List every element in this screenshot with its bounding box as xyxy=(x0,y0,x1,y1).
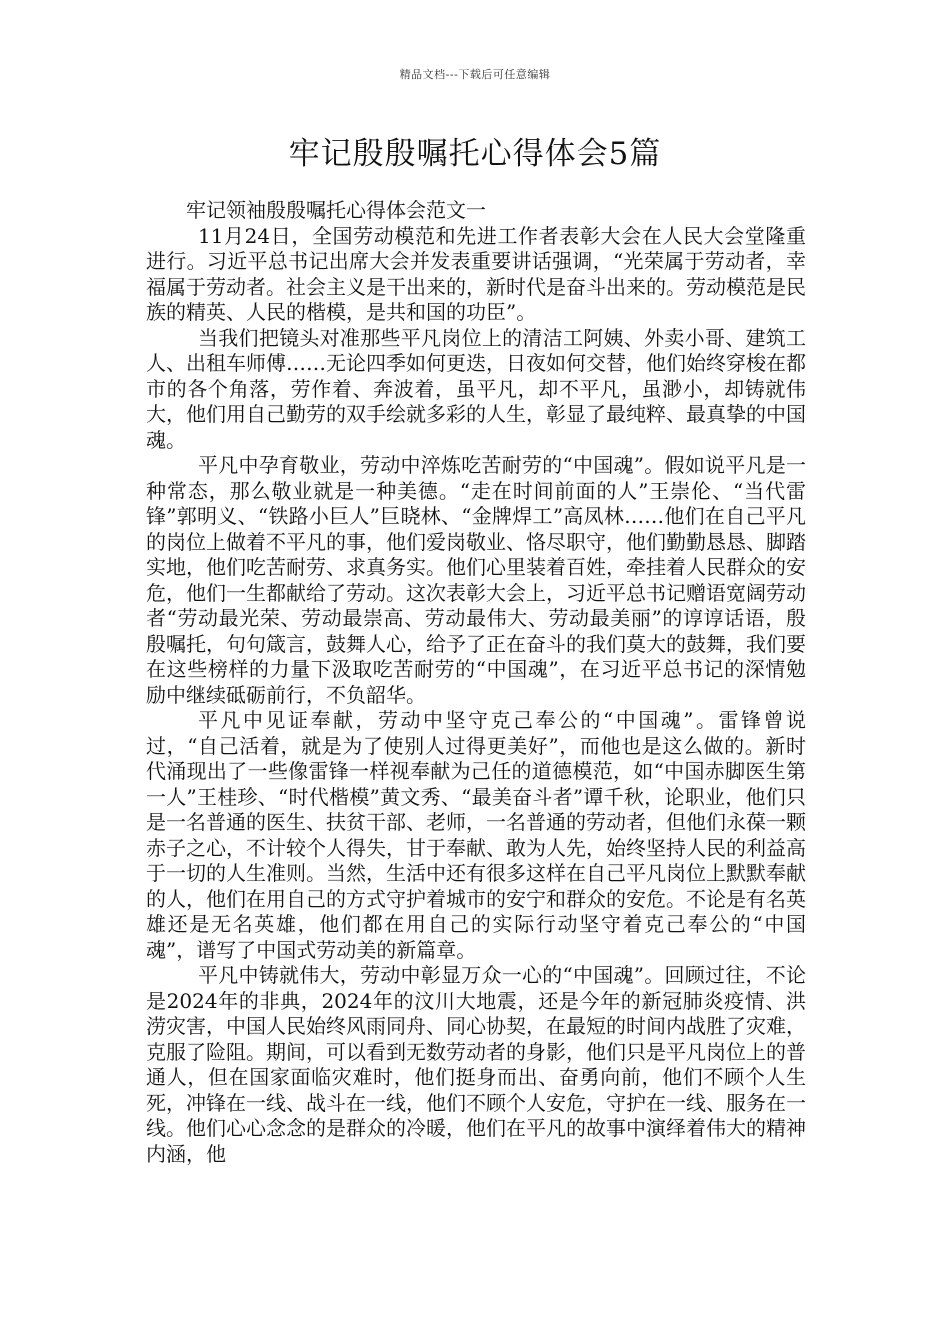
paragraph: 当我们把镜头对准那些平凡岗位上的清洁工阿姨、外卖小哥、建筑工人、出租车师傅……无论四季如何更迭，日夜如何交替，他们始终穿梭在都市的各个角落，劳作着、奔波着，虽平凡，却不平凡，虽渺小，却铸就伟大，他们用自己勤劳的双手绘就多彩的人生，彰显了最纯粹、最真挚的中国魂。 xyxy=(146,325,806,452)
paragraph: 平凡中铸就伟大，劳动中彰显万众一心的“中国魂”。回顾过往，不论是2024年的非典，2024年的汶川大地震，还是今年的新冠肺炎疫情、洪涝灾害，中国人民始终风雨同舟、同心协契，在最短的时间内战胜了灾难，克服了险阻。期间，可以看到无数劳动者的身影，他们只是平凡岗位上的普通人，但在国家面临灾难时，他们挺身而出、奋勇向前，他们不顾个人生死，冲锋在一线、战斗在一线，他们不顾个人安危，守护在一线、服务在一线。他们心心念念的是群众的冷暖，他们在平凡的故事中演绎着伟大的精神内涵，他 xyxy=(146,963,806,1166)
document-title: 牢记殷殷嘱托心得体会5篇 xyxy=(288,136,662,172)
paragraph: 平凡中见证奉献，劳动中坚守克己奉公的“中国魂”。雷锋曾说过，“自己活着，就是为了使别人过得更美好”，而他也是这么做的。新时代涌现出了一些像雷锋一样视奉献为己任的道德模范，如“中国赤脚医生第一人”王桂珍、“时代楷模”黄文秀、“最美奋斗者”谭千秋，论职业，他们只是一名普通的医生、扶贫干部、老师，一名普通的劳动者，但他们永葆一颗赤子之心，不计较个人得失，甘于奉献、敢为人先，始终坚持人民的利益高于一切的人生准则。当然，生活中还有很多这样在自己平凡岗位上默默奉献的人，他们在用自己的方式守护着城市的安宁和群众的安危。不论是有名英雄还是无名英雄，他们都在用自己的实际行动坚守着克己奉公的“中国魂”，谱写了中国式劳动美的新篇章。 xyxy=(146,708,806,962)
paragraph: 11月24日，全国劳动模范和先进工作者表彰大会在人民大会堂隆重进行。习近平总书记出席大会并发表重要讲话强调，“光荣属于劳动者，幸福属于劳动者。社会主义是干出来的，新时代是奋斗出来的。劳动模范是民族的精英、人民的楷模，是共和国的功臣”。 xyxy=(146,223,806,324)
paragraph: 平凡中孕育敬业，劳动中淬炼吃苦耐劳的“中国魂”。假如说平凡是一种常态，那么敬业就是一种美德。“走在时间前面的人”王崇伦、“当代雷锋”郭明义、“铁路小巨人”巨晓林、“金牌焊工”高凤林……他们在自己平凡的岗位上做着不平凡的事，他们爱岗敬业、恪尽职守，他们勤勤恳恳、脚踏实地，他们吃苦耐劳、求真务实。他们心里装着百姓，牵挂着人民群众的安危，他们一生都献给了劳动。这次表彰大会上，习近平总书记赠语宽阔劳动者“劳动最光荣、劳动最崇高、劳动最伟大、劳动最美丽”的谆谆话语，殷殷嘱托，句句箴言，鼓舞人心，给予了正在奋斗的我们莫大的鼓舞，我们要在这些榜样的力量下汲取吃苦耐劳的“中国魂”，在习近平总书记的深情勉励中继续砥砺前行，不负韶华。 xyxy=(146,453,806,707)
document-body xyxy=(146,198,806,1167)
header-note: 精品文档---下载后可任意编辑 xyxy=(399,68,551,81)
section-subtitle: 牢记领袖殷殷嘱托心得体会范文一 xyxy=(186,198,486,222)
